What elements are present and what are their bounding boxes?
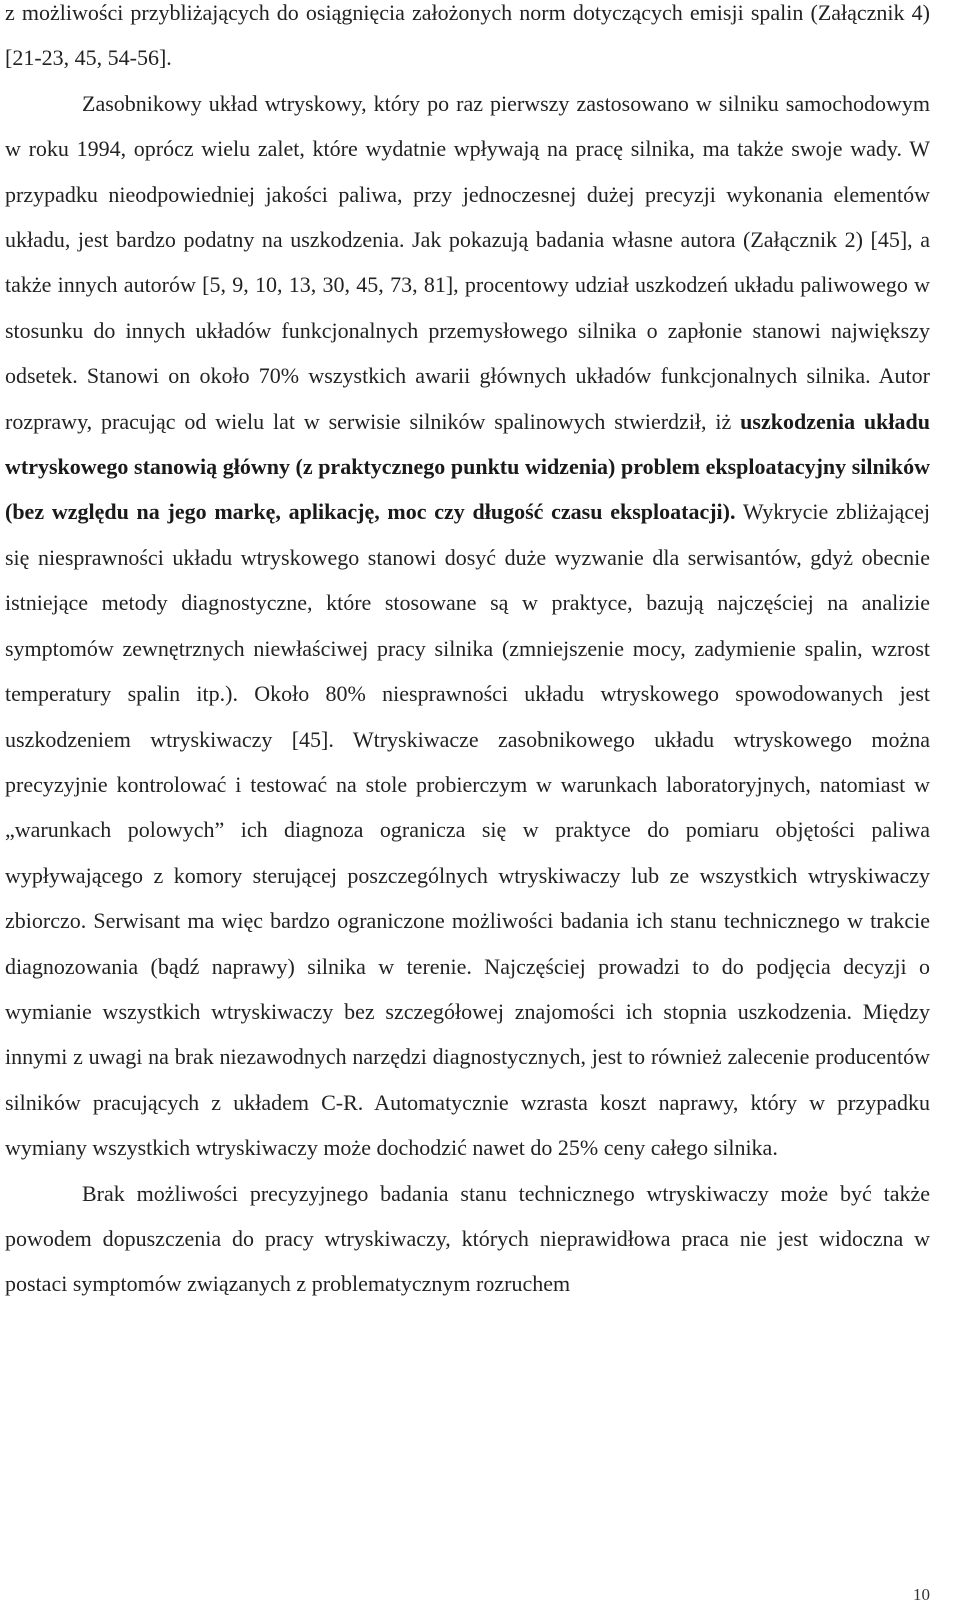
- paragraph-2-bold-emphasis: uszkodzenia układu wtryskowego stanowią główny (z praktycznego punktu widzenia) problem eksploatacyjny silników (bez względu na jego markę, aplikację, moc czy długość czasu eksploatacji).: [5, 408, 930, 525]
- paragraph-1: [5, 0, 930, 81]
- paragraph-2: [5, 81, 930, 1171]
- page-number: 10: [913, 1585, 930, 1604]
- paragraph-2-text-start: Zasobnikowy układ wtryskowy, który po raz pierwszy zastosowano w silniku samochodowym w roku 1994, oprócz wielu zalet, które wydatnie wpływają na pracę silnika, ma także swoje wady. W przypadku nieodpowiedniej jakości paliwa, przy jednoczesnej dużej precyzji wykonania elementów układu, jest bardzo podatny na uszkodzenia. Jak pokazują badania własne autora (Załącznik 2) [45], a także innych autorów [5, 9, 10, 13, 30, 45, 73, 81], procentowy udział uszkodzeń układu paliwowego w stosunku do innych układów funkcjonalnych przemysłowego silnika o zapłonie stanowi największy odsetek. Stanowi on około 70% wszystkich awarii głównych układów funkcjonalnych silnika. Autor rozprawy, pracując od wielu lat w serwisie silników spalinowych stwierdził, iż: [5, 90, 930, 434]
- paragraph-1-text: z możliwości przybliżających do osiągnięcia założonych norm dotyczących emisji spalin (Załącznik 4) [21-23, 45, 54-56].: [5, 0, 930, 71]
- paragraph-2-text-end: Wykrycie zbliżającej się niesprawności układu wtryskowego stanowi dosyć duże wyzwanie dla serwisantów, gdyż obecnie istniejące metody diagnostyczne, które stosowane są w praktyce, bazują najczęściej na analizie symptomów zewnętrznych niewłaściwej pracy silnika (zmniejszenie mocy, zadymienie spalin, wzrost temperatury spalin itp.). Około 80% niesprawności układu wtryskowego spowodowanych jest uszkodzeniem wtryskiwaczy [45]. Wtryskiwacze zasobnikowego układu wtryskowego można precyzyjnie kontrolować i testować na stole probierczym w warunkach laboratoryjnych, natomiast w „warunkach polowych” ich diagnoza ogranicza się w praktyce do pomiaru objętości paliwa wypływającego z komory sterującej poszczególnych wtryskiwaczy lub ze wszystkich wtryskiwaczy zbiorczo. Serwisant ma więc bardzo ograniczone możliwości badania ich stanu technicznego w trakcie diagnozowania (bądź naprawy) silnika w terenie. Najczęściej prowadzi to do podjęcia decyzji o wymianie wszystkich wtryskiwaczy bez szczegółowej znajomości ich stopnia uszkodzenia. Między innymi z uwagi na brak niezawodnych narzędzi diagnostycznych, jest to również zalecenie producentów silników pracujących z układem C-R. Automatycznie wzrasta koszt naprawy, który w przypadku wymiany wszystkich wtryskiwaczy może dochodzić nawet do 25% ceny całego silnika.: [5, 499, 930, 1161]
- document-page: [5, 0, 930, 1307]
- paragraph-3: [5, 1171, 930, 1307]
- paragraph-3-text: Brak możliwości precyzyjnego badania stanu technicznego wtryskiwaczy może być także powodem dopuszczenia do pracy wtryskiwaczy, których nieprawidłowa praca nie jest widoczna w postaci symptomów związanych z problematycznym rozruchem: [5, 1180, 930, 1297]
